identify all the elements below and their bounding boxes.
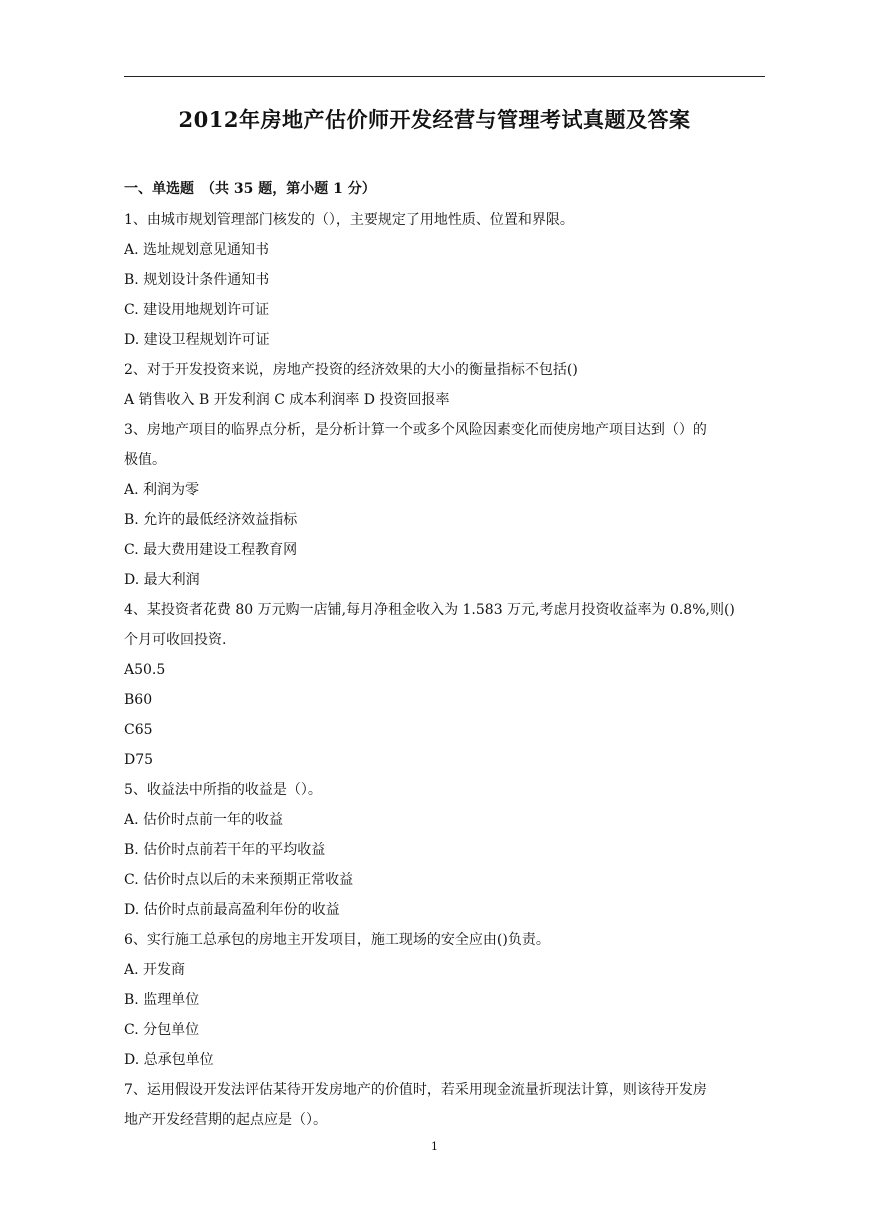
text-line: 1、由城市规划管理部门核发的（），主要规定了用地性质、位置和界限。 [124, 212, 574, 228]
text-line: D. 估价时点前最高盈利年份的收益 [124, 902, 340, 918]
text-line: 3、房地产项目的临界点分析，是分析计算一个或多个风险因素变化而使房地产项目达到（）的 [124, 422, 707, 438]
text-line: D. 最大利润 [124, 572, 200, 588]
text-line: A. 利润为零 [124, 482, 200, 498]
text-line: D. 建设卫程规划许可证 [124, 332, 270, 348]
text-line: 6、实行施工总承包的房地主开发项目，施工现场的安全应由()负责。 [124, 932, 550, 948]
text-line: B. 规划设计条件通知书 [124, 272, 270, 288]
text-line: 极值。 [124, 452, 166, 468]
text-line: A 销售收入 B 开发利润 C 成本利润率 D 投资回报率 [124, 392, 450, 408]
text-line: B. 允许的最低经济效益指标 [124, 512, 298, 528]
document-title: 2012年房地产估价师开发经营与管理考试真题及答案 [178, 107, 691, 132]
text-line: C. 最大费用建设工程教育网 [124, 542, 298, 558]
text-line: C. 估价时点以后的未来预期正常收益 [124, 872, 354, 888]
text-line: C65 [124, 722, 153, 738]
text-line: 2、对于开发投资来说，房地产投资的经济效果的大小的衡量指标不包括() [124, 362, 578, 378]
question-list [124, 205, 769, 1135]
text-line: 地产开发经营期的起点应是（）。 [124, 1112, 327, 1128]
text-line: A50.5 [124, 662, 166, 678]
text-line: A. 开发商 [124, 962, 186, 978]
text-line: D75 [124, 752, 154, 768]
text-line: B60 [124, 692, 153, 708]
section-heading: 一、单选题 （共 35 题，第小题 1 分） [124, 181, 376, 197]
text-line: C. 分包单位 [124, 1022, 200, 1038]
text-line: 7、运用假设开发法评估某待开发房地产的价值时，若采用现金流量折现法计算，则该待开发房 [124, 1082, 707, 1098]
header-rule [124, 76, 765, 77]
page-number: 1 [431, 1140, 438, 1153]
text-line: 5、收益法中所指的收益是（）。 [124, 782, 322, 798]
text-line: C. 建设用地规划许可证 [124, 302, 270, 318]
text-line: D. 总承包单位 [124, 1052, 214, 1068]
text-line: A. 估价时点前一年的收益 [124, 812, 284, 828]
text-line: A. 选址规划意见通知书 [124, 242, 270, 258]
text-line: B. 估价时点前若干年的平均收益 [124, 842, 326, 858]
text-line: 4、某投资者花费 80 万元购一店铺,每月净租金收入为 1.583 万元,考虑月投资收益率为 0.8%,则() [124, 602, 735, 618]
text-line: 个月可收回投资. [124, 632, 227, 648]
text-line: B. 监理单位 [124, 992, 200, 1008]
